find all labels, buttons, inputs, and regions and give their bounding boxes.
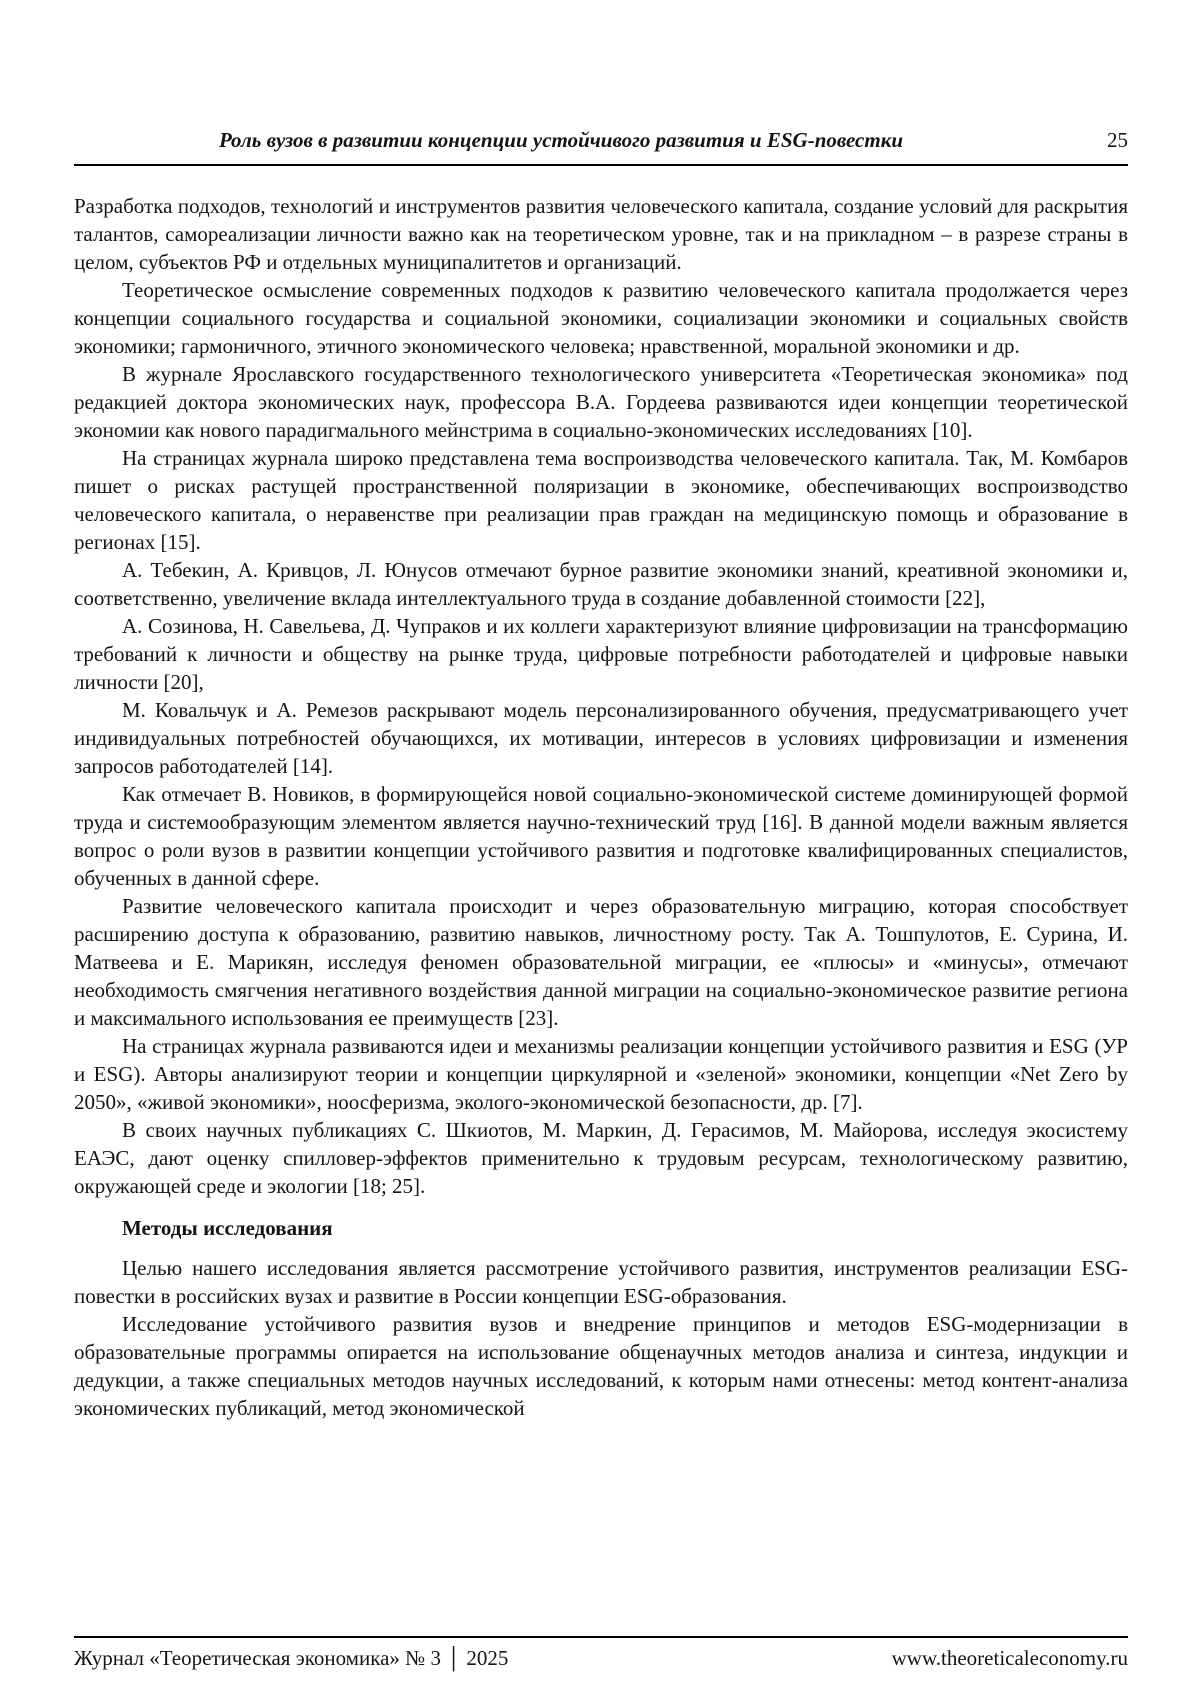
article-body <box>74 192 1128 1422</box>
page-footer <box>74 1636 1128 1671</box>
page-header <box>74 128 1128 158</box>
paragraph: В журнале Ярославского государственного технологического университета «Теоретическая экономика» под редакцией доктора экономических наук, профессора В.А. Гордеева развиваются идеи концепции теоретической экономии как нового парадигмального мейнстрима в социально-экономических исследованиях [10]. <box>74 362 1128 442</box>
paragraph: Развитие человеческого капитала происходит и через образовательную миграцию, которая способствует расширению доступа к образованию, развитию навыков, личностному росту. Так А. Тошпулотов, Е. Сурина, И. Матвеева и Е. Марикян, исследуя феномен образовательной миграции, ее «плюсы» и «минусы», отмечают необходимость смягчения негативного воздействия данной миграции на социально-экономическое развитие региона и максимального использования ее преимуществ [23]. <box>74 894 1128 1030</box>
paragraph: Разработка подходов, технологий и инструментов развития человеческого капитала, создание условий для раскрытия талантов, самореализации личности важно как на теоретическом уровне, так и на прикладном – в разрезе страны в целом, субъектов РФ и отдельных муниципалитетов и организаций. <box>74 194 1128 274</box>
header-rule <box>74 164 1128 166</box>
paragraph: На страницах журнала широко представлена тема воспроизводства человеческого капитала. Так, М. Комбаров пишет о рисках растущей пространственной поляризации в экономике, обеспечивающих воспроизводство человеческого капитала, о неравенстве при реализации прав граждан на медицинскую помощь и образование в регионах [15]. <box>74 446 1128 554</box>
paragraph: На страницах журнала развиваются идеи и механизмы реализации концепции устойчивого развития и ESG (УР и ESG). Авторы анализируют теории и концепции циркулярной и «зеленой» экономики, концепции «Net Zero by 2050», «живой экономики», ноосферизма, эколого-экономической безопасности, др. [7]. <box>74 1034 1128 1114</box>
page-number: 25 <box>1107 128 1128 152</box>
footer-website-url[interactable]: www.theoreticaleconomy.ru <box>891 1646 1128 1670</box>
footer-row <box>74 1646 1128 1671</box>
paragraph: М. Ковальчук и А. Ремезов раскрывают модель персонализированного обучения, предусматривающего учет индивидуальных потребностей обучающихся, их мотивации, интересов в условиях цифровизации и изменения запросов работодателей [14]. <box>74 698 1128 778</box>
paragraph: А. Созинова, Н. Савельева, Д. Чупраков и их коллеги характеризуют влияние цифровизации на трансформацию требований к личности и обществу на рынке труда, цифровые потребности работодателей и цифровые навыки личности [20], <box>74 614 1128 694</box>
paragraph: Целью нашего исследования является рассмотрение устойчивого развития, инструментов реализации ESG-повестки в российских вузах и развитие в России концепции ESG-образования. <box>74 1256 1128 1308</box>
running-head-title: Роль вузов в развитии концепции устойчивого развития и ESG-повестки <box>218 128 904 152</box>
paragraph: А. Тебекин, А. Кривцов, Л. Юнусов отмечают бурное развитие экономики знаний, креативной экономики и, соответственно, увеличение вклада интеллектуального труда в создание добавленной стоимости [22], <box>74 558 1128 610</box>
footer-rule <box>74 1636 1128 1638</box>
paragraph: Теоретическое осмысление современных подходов к развитию человеческого капитала продолжается через концепции социального государства и социальной экономики, социализации экономики и социальных свойств экономики; гармоничного, этичного экономического человека; нравственной, моральной экономики и др. <box>74 278 1128 358</box>
paragraph: В своих научных публикациях С. Шкиотов, М. Маркин, Д. Герасимов, М. Майорова, исследуя экосистему ЕАЭС, дают оценку спилловер-эффектов применительно к трудовым ресурсам, технологическому развитию, окружающей среде и экологии [18; 25]. <box>74 1118 1128 1198</box>
page-content <box>74 128 1128 1422</box>
paragraph: Исследование устойчивого развития вузов и внедрение принципов и методов ESG-модернизации в образовательные программы опирается на использование общенаучных методов анализа и синтеза, индукции и дедукции, а также специальных методов научных исследований, к которым нами отнесены: метод контент-анализа экономических публикаций, метод экономической <box>74 1312 1128 1420</box>
paragraph: Как отмечает В. Новиков, в формирующейся новой социально-экономической системе доминирующей формой труда и системообразующим элементом является научно-технический труд [16]. В данной модели важным является вопрос о роли вузов в развитии концепции устойчивого развития и подготовке квалифицированных специалистов, обученных в данной сфере. <box>74 782 1128 890</box>
footer-journal-name: Журнал «Теоретическая экономика» № 3 │ 2025 <box>74 1646 509 1670</box>
section-heading: Методы исследования <box>122 1216 333 1240</box>
